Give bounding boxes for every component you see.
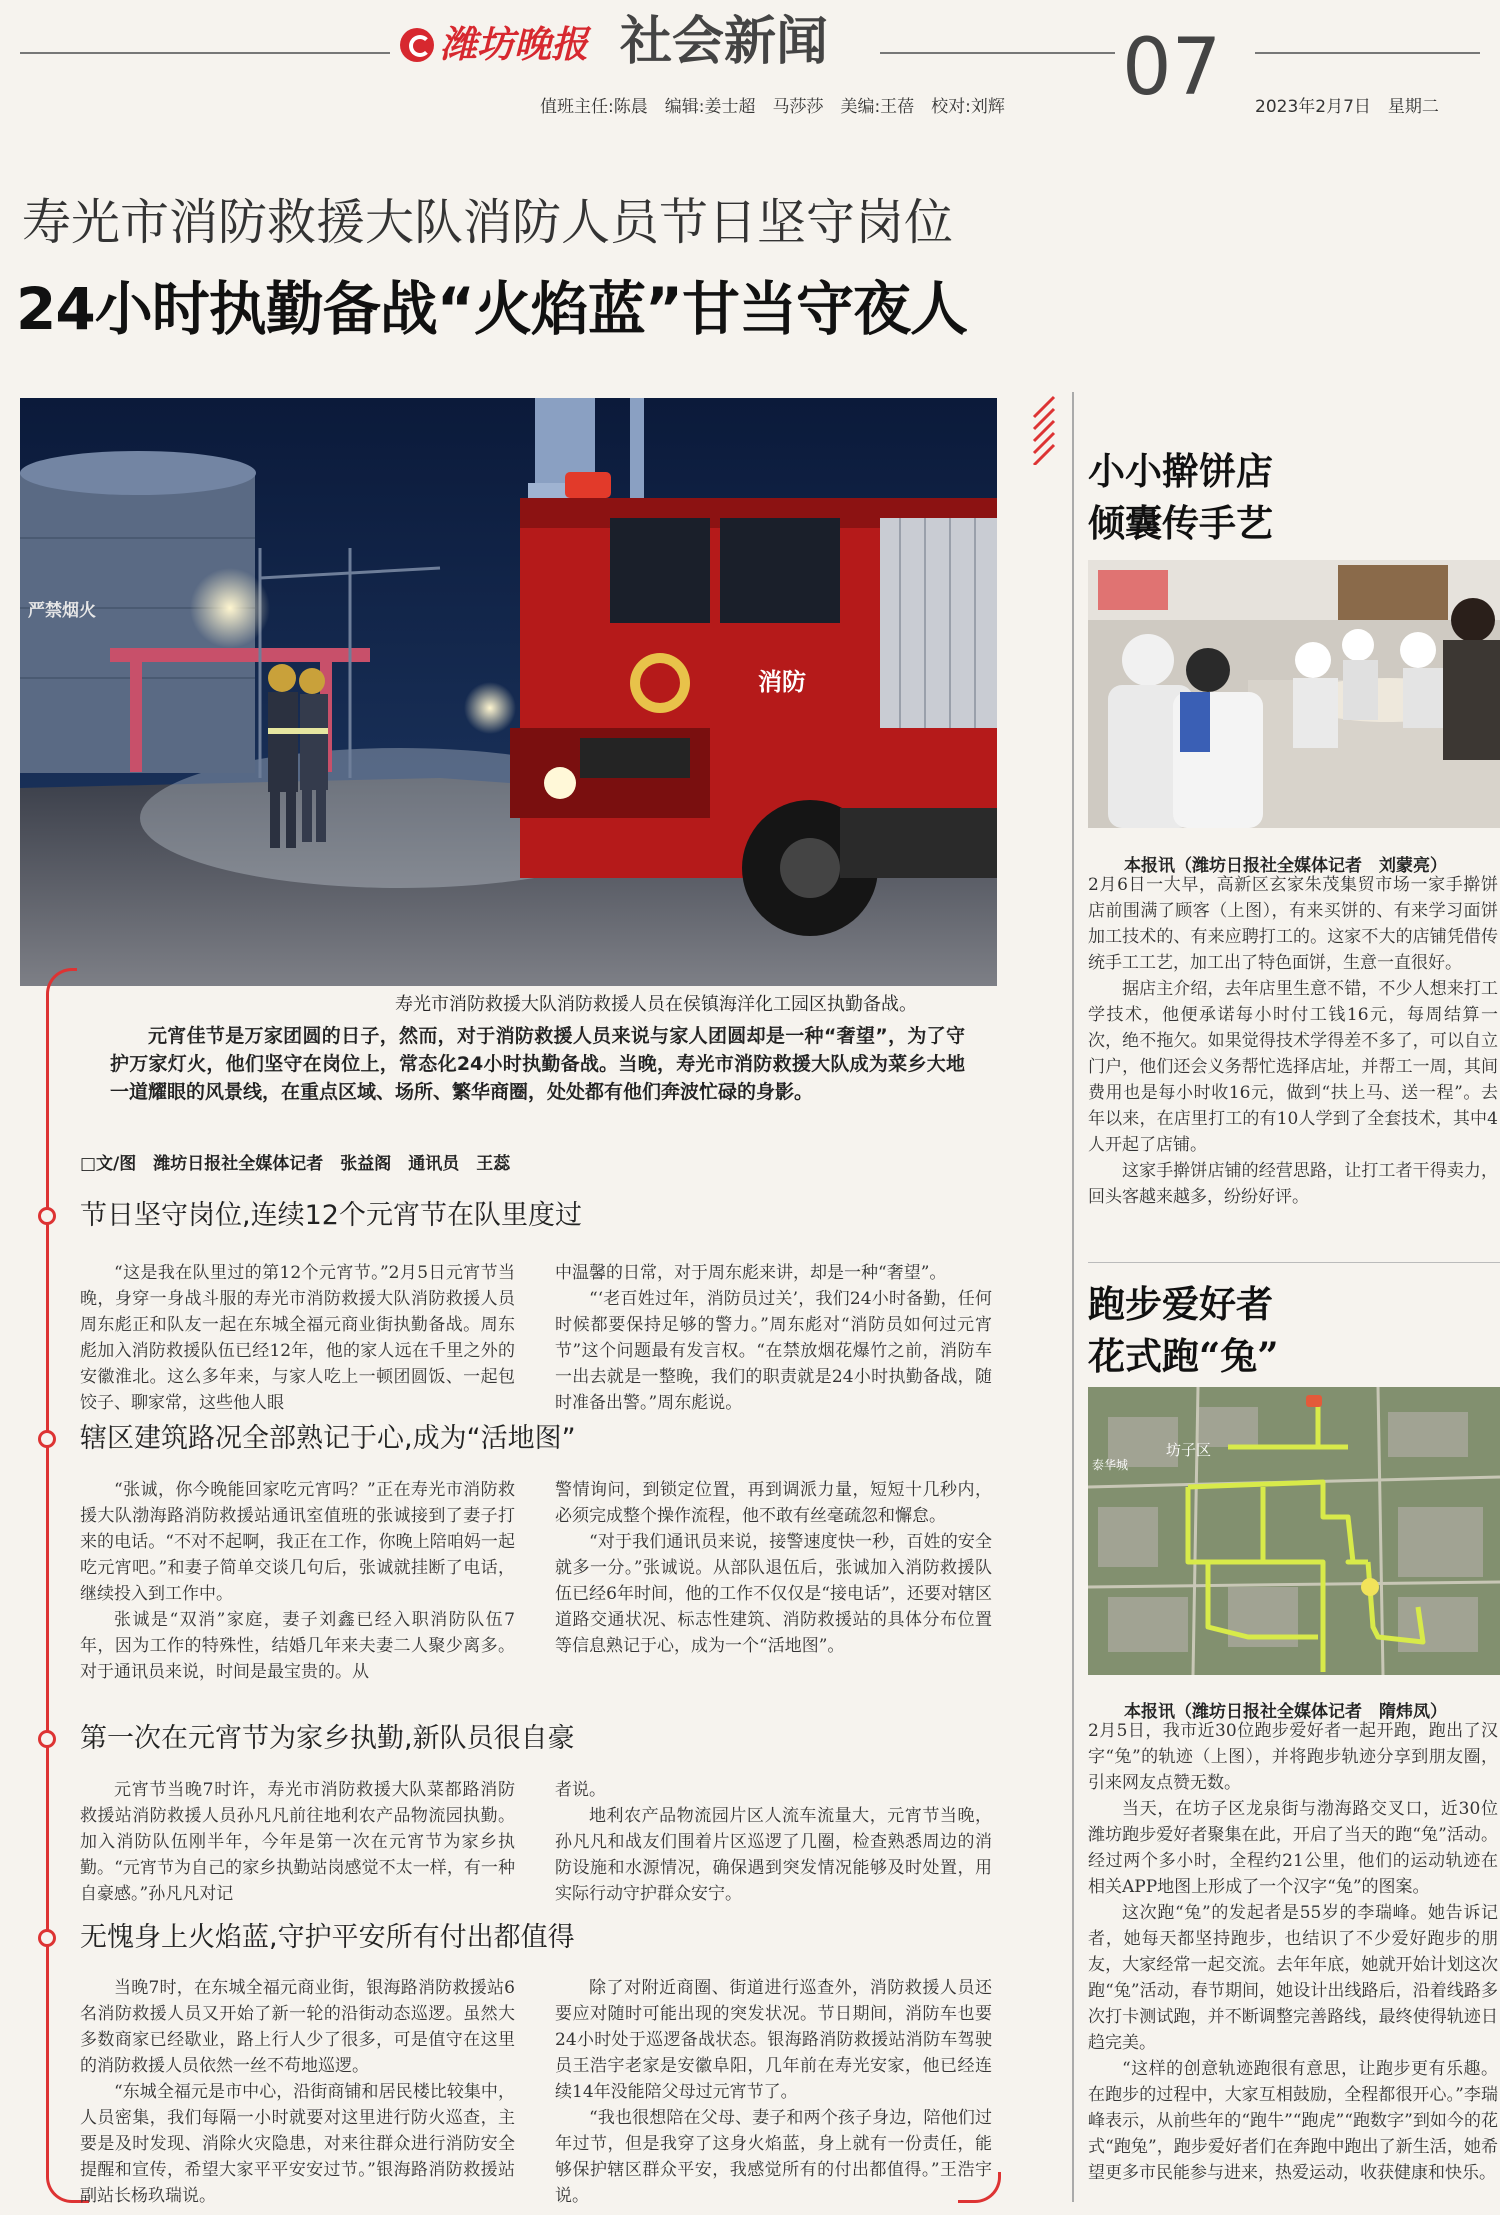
side-title-line: 倾囊传手艺 [1088, 501, 1273, 545]
header-rule-mid [880, 52, 1115, 54]
paragraph: 除了对附近商圈、街道进行巡查外，消防救援人员还要应对随时可能出现的突发状况。节日期间，消防车也要24小时处于巡逻备战状态。银海路消防救援站消防车驾驶员王浩宇老家是安徽阜阳，几年前在寿光安家，他已经连续14年没能陪父母过元宵节了。 [555, 1978, 992, 2102]
paragraph: 地利农产品物流园片区人流车流量大，元宵节当晚，孙凡凡和战友们围着片区巡逻了几圈，检查熟悉周边的消防设施和水源情况，确保遇到突发情况能够及时处置，用实际行动守护群众安宁。 [555, 1806, 992, 1904]
photo-caption: 寿光市消防救援大队消防救援人员在侯镇海洋化工园区执勤备战。 [395, 994, 917, 1015]
shop-scene [1088, 560, 1500, 828]
section-left-column [80, 1477, 515, 1685]
paragraph: “对于我们通讯员来说，接警速度快一秒，百姓的安全就多一分。”张诚说。从部队退伍后，张诚加入消防救援队伍已经6年时间，他的工作不仅仅是“接电话”，还要对辖区道路交通状况、标志性建筑、消防救援站的具体分布位置等信息熟记于心，成为一个“活地图”。 [555, 1532, 992, 1656]
paragraph: 这家手擀饼店铺的经营思路，让打工者干得卖力，回头客越来越多，纷纷好评。 [1088, 1161, 1498, 1207]
paragraph: 警情询问，到锁定位置，再到调派力量，短短十几秒内，必须完成整个操作流程，他不敢有丝毫疏忽和懈怠。 [555, 1480, 992, 1526]
paragraph: “我也很想陪在父母、妻子和两个孩子身边，陪他们过年过节，但是我穿了这身火焰蓝，身上就有一份责任，能够保护辖区群众平安，我感觉所有的付出都值得。”王浩宇说。 [555, 2108, 992, 2206]
truck-label: 消防 [758, 668, 806, 696]
paragraph: 当天，在坊子区龙泉街与渤海路交叉口，近30位潍坊跑步爱好者聚集在此，开启了当天的跑“兔”活动。经过两个多小时，全程约21公里，他们的运动轨迹在相关APP地图上形成了一个汉字“兔”的图案。 [1088, 1799, 1498, 1897]
section-left-column [80, 1777, 515, 1907]
paper-logo-icon [400, 28, 434, 62]
section-name: 社会新闻 [620, 11, 829, 72]
staff-credits: 值班主任:陈晨 编辑:姜士超 马莎莎 美编:王蓓 校对:刘辉 [540, 97, 1005, 117]
map-label-area: 泰华城 [1092, 1458, 1129, 1472]
masthead [0, 0, 1500, 130]
section-right-column [555, 1477, 992, 1659]
side-story-title [1088, 1278, 1279, 1382]
section-left-column [80, 1260, 515, 1416]
section-marker [38, 1207, 56, 1225]
side-byline: 本报讯（潍坊日报社全媒体记者 刘蒙亮） [1124, 856, 1447, 876]
main-photo [20, 398, 997, 986]
side-byline: 本报讯（潍坊日报社全媒体记者 隋炜凤） [1124, 1702, 1447, 1722]
issue-date: 2023年2月7日 星期二 [1255, 97, 1439, 117]
fire-truck-scene [20, 398, 997, 986]
section-right-column [555, 1260, 992, 1416]
paper-name: 潍坊晚报 [440, 23, 588, 66]
byline: □文/图 潍坊日报社全媒体记者 张益阁 通讯员 王蕊 [80, 1154, 511, 1174]
paragraph: 张诚是“双消”家庭，妻子刘鑫已经入职消防队伍7年，因为工作的特殊性，结婚几年来夫妻二人聚少离多。对于通讯员来说，时间是最宝贵的。从 [80, 1610, 515, 1682]
paragraph: 当晚7时，在东城全福元商业街，银海路消防救援站6名消防救援人员又开始了新一轮的沿街动态巡逻。虽然大多数商家已经歇业，路上行人少了很多，可是值守在这里的消防救援人员依然一丝不苟地巡逻。 [80, 1978, 515, 2076]
side-separator [1088, 1262, 1500, 1263]
section-left-column [80, 1975, 515, 2209]
paragraph: 2月5日，我市近30位跑步爱好者一起开跑，跑出了汉字“兔”的轨迹（上图），并将跑步轨迹分享到朋友圈，引来网友点赞无数。 [1088, 1721, 1498, 1793]
side-story-title [1088, 445, 1273, 549]
side-story-body [1088, 872, 1498, 1210]
route-map [1088, 1387, 1500, 1675]
paragraph: 这次跑“兔”的发起者是55岁的李瑞峰。她告诉记者，她每天都坚持跑步，也结识了不少爱好跑步的朋友，大家经常一起交流。去年年底，她就开始计划这次跑“兔”活动，春节期间，她设计出线路后，沿着线路多次打卡测试跑，并不断调整完善路线，最终使得轨迹日趋完美。 [1088, 1903, 1498, 2053]
section-heading: 第一次在元宵节为家乡执勤,新队员很自豪 [80, 1723, 575, 1754]
side-title-line: 花式跑“兔” [1088, 1334, 1279, 1378]
side-title-line: 跑步爱好者 [1088, 1282, 1273, 1326]
hatch-decoration [1032, 395, 1074, 465]
rabbit-route-map [1088, 1387, 1500, 1675]
paragraph: “这样的创意轨迹跑很有意思，让跑步更有乐趣。在跑步的过程中，大家互相鼓励，全程都很开心。”李瑞峰表示，从前些年的“跑牛”“跑虎”“跑数字”到如今的花式“跑兔”，跑步爱好者们在奔跑中跑出了新生活，她希望更多市民能参与进来，热爱运动，收获健康和快乐。 [1088, 2059, 1498, 2183]
side-story-body [1088, 1718, 1498, 2186]
section-heading: 节日坚守岗位,连续12个元宵节在队里度过 [80, 1200, 582, 1231]
section-right-column [555, 1975, 992, 2209]
paragraph: 2月6日一大早，高新区玄家朱茂集贸市场一家手擀饼店前围满了顾客（上图），有来买饼的、有来学习面饼加工技术的、有来应聘打工的。这家不大的店铺凭借传统手工工艺，加工出了特色面饼，生意一直很好。 [1088, 875, 1498, 973]
section-marker [38, 1929, 56, 1947]
section-heading: 辖区建筑路况全部熟记于心,成为“活地图” [80, 1423, 576, 1454]
kicker: 寿光市消防救援大队消防人员节日坚守岗位 [22, 194, 954, 251]
paragraph: “东城全福元是市中心，沿街商铺和居民楼比较集中，人员密集，我们每隔一小时就要对这里进行防火巡查，主要是及时发现、消除火灾隐患，对来往群众进行消防安全提醒和宣传，希望大家平平安安过节。”银海路消防救援站副站长杨玖瑞说。 [80, 2082, 515, 2206]
section-marker [38, 1430, 56, 1448]
paragraph: “‘老百姓过年，消防员过关’，我们24小时备勤，任何时候都要保持足够的警力。”周东彪对“消防员如何过元宵节”这个问题最有发言权。“在禁放烟花爆竹之前，消防车一出去就是一整晚，我们的职责就是24小时执勤备战，随时准备出警。”周东彪说。 [555, 1289, 992, 1413]
paragraph: 据店主介绍，去年店里生意不错，不少人想来打工学技术，他便承诺每小时付工钱16元，每周结算一次，绝不拖欠。如果觉得技术学得差不多了，可以自立门户，他们还会义务帮忙选择店址，并帮工一周，其间费用也是每小时收16元，做到“扶上马、送一程”。去年以来，在店里打工的有10人学到了全套技术，其中4人开起了店铺。 [1088, 979, 1498, 1155]
section-right-column [555, 1777, 992, 1907]
paragraph: 者说。 [555, 1780, 606, 1800]
header-rule-left [20, 52, 390, 54]
section-marker [38, 1730, 56, 1748]
paragraph: 中温馨的日常，对于周东彪来讲，却是一种“奢望”。 [555, 1263, 947, 1283]
section-heading: 无愧身上火焰蓝,守护平安所有付出都值得 [80, 1922, 575, 1953]
tank-sign: 严禁烟火 [28, 601, 96, 621]
header-rule-right [1255, 52, 1480, 54]
shop-photo [1088, 560, 1500, 828]
map-label-district: 坊子区 [1166, 1441, 1212, 1459]
timeline-line [46, 996, 49, 2176]
side-title-line: 小小擀饼店 [1088, 449, 1273, 493]
lead-paragraph: 元宵佳节是万家团圆的日子，然而，对于消防救援人员来说与家人团圆却是一种“奢望”，为了守护万家灯火，他们坚守在岗位上，常态化24小时执勤备战。当晚，寿光市消防救援大队成为菜乡大地一道耀眼的风景线，在重点区域、场所、繁华商圈，处处都有他们奔波忙碌的身影。 [110, 1025, 965, 1103]
paragraph: 元宵节当晚7时许，寿光市消防救援大队菜都路消防救援站消防救援人员孙凡凡前往地利农产品物流园执勤。加入消防队伍刚半年，今年是第一次在元宵节为家乡执勤。“元宵节为自己的家乡执勤站岗感觉不太一样，有一种自豪感。”孙凡凡对记 [80, 1780, 515, 1904]
paragraph: “张诚，你今晚能回家吃元宵吗？”正在寿光市消防救援大队渤海路消防救援站通讯室值班的张诚接到了妻子打来的电话。“不对不起啊，我正在工作，你晚上陪咱妈一起吃元宵吧。”和妻子简单交谈几句后，张诚就挂断了电话，继续投入到工作中。 [80, 1480, 515, 1604]
paragraph: “这是我在队里过的第12个元宵节。”2月5日元宵节当晚，身穿一身战斗服的寿光市消防救援大队消防救援人员周东彪正和队友一起在东城全福元商业街执勤备战。周东彪加入消防救援队伍已经12年，他的家人远在千里之外的安徽淮北。这么多年来，与家人吃上一顿团圆饭、一起包饺子、聊家常，这些他人眼 [80, 1263, 515, 1413]
sidebar-divider [1072, 392, 1074, 2202]
headline: 24小时执勤备战“火焰蓝”甘当守夜人 [16, 275, 967, 343]
page-number: 07 [1122, 23, 1222, 113]
